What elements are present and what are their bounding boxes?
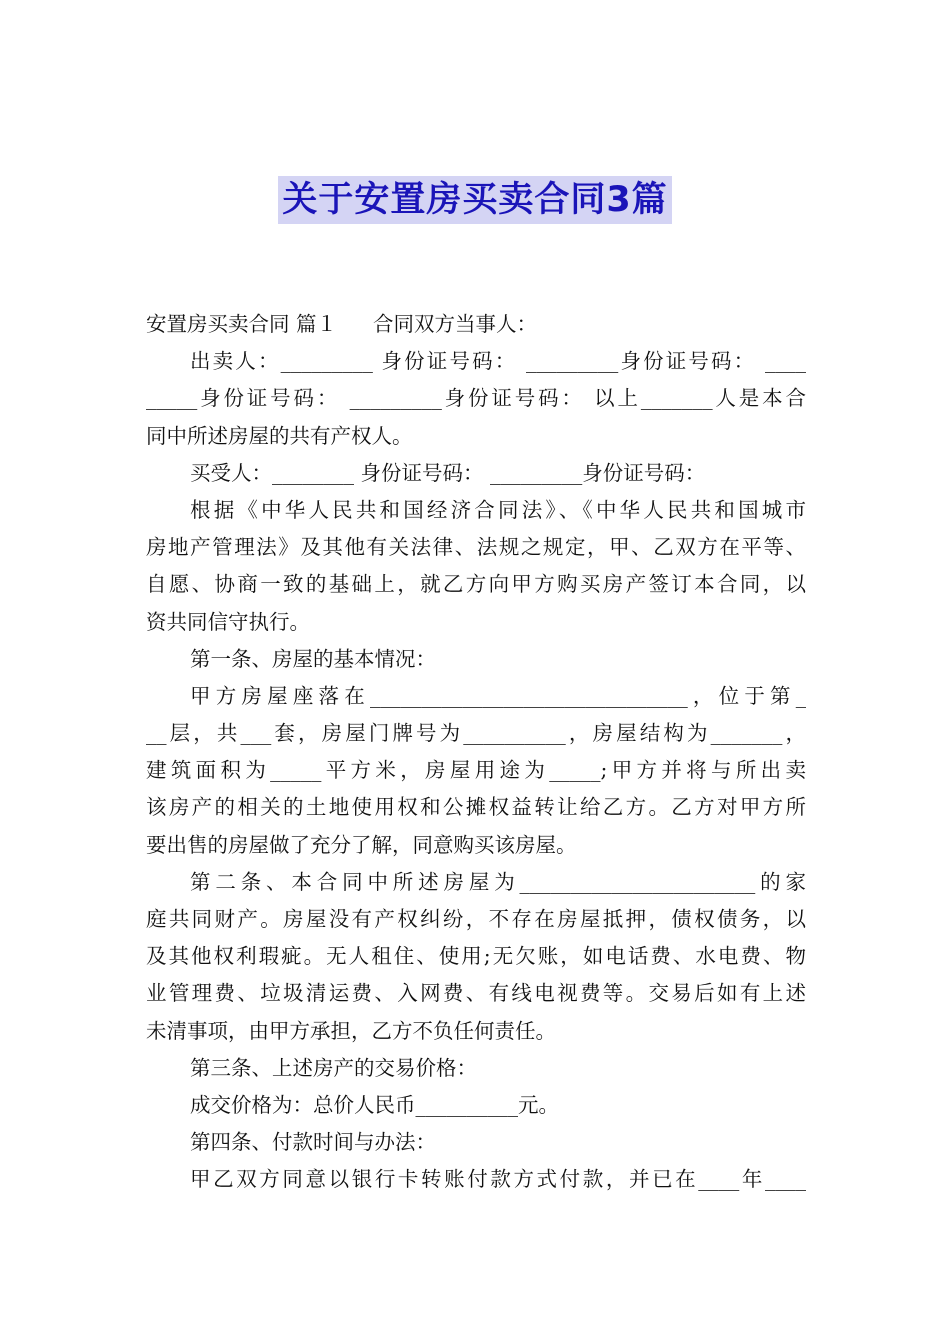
text-line [146, 752, 806, 789]
text-line [146, 492, 806, 529]
text-line [146, 418, 806, 455]
text-line [146, 1050, 806, 1087]
line-text: 资共同信守执行。 [146, 609, 310, 634]
text-line [146, 306, 806, 343]
text-line [146, 901, 806, 938]
line-text: 第一条、房屋的基本情况： [190, 646, 436, 671]
line-text: 甲方房屋座落在_______________________________，位于第_ [190, 683, 806, 708]
line-text: 成交价格为：总价人民币__________元。 [190, 1092, 559, 1117]
line-text: 庭共同财产。房屋没有产权纠纷，不存在房屋抵押，债权债务，以 [146, 907, 806, 931]
text-line [146, 529, 806, 566]
text-line [146, 380, 806, 417]
text-line [146, 455, 806, 492]
line-text: 房地产管理法》及其他有关法律、法规之规定，甲、乙双方在平等、 [146, 535, 806, 560]
text-line [146, 566, 806, 603]
text-line [146, 864, 806, 901]
text-line [146, 604, 806, 641]
line-text: 自愿、协商一致的基础上，就乙方向甲方购买房产签订本合同，以 [146, 572, 806, 597]
line-text: 根据《中华人民共和国经济合同法》、《中华人民共和国城市 [190, 497, 806, 522]
document-body [146, 306, 806, 1199]
line-text: 第二条、本合同中所述房屋为_______________________的家 [190, 869, 806, 894]
line-text: 要出售的房屋做了充分了解，同意购买该房屋。 [146, 832, 577, 857]
title-container [0, 176, 950, 224]
line-text: 同中所述房屋的共有产权人。 [146, 423, 413, 448]
text-line [146, 641, 806, 678]
line-text: 第三条、上述房产的交易价格： [190, 1055, 477, 1080]
line-text: 出卖人：_________ 身份证号码： _________身份证号码： ____ [190, 349, 806, 374]
text-line [146, 975, 806, 1012]
line-text: 第四条、付款时间与办法： [190, 1130, 436, 1155]
line-text: 甲乙双方同意以银行卡转账付款方式付款，并已在____年____ [190, 1167, 806, 1192]
line-extra-text: 合同双方当事人： [373, 312, 538, 336]
text-line [146, 789, 806, 826]
line-text: 该房产的相关的土地使用权和公摊权益转让给乙方。乙方对甲方所 [146, 795, 806, 820]
line-text: 未清事项，由甲方承担，乙方不负任何责任。 [146, 1018, 556, 1043]
document-title: 关于安置房买卖合同3篇 [278, 176, 671, 224]
text-line [146, 1124, 806, 1161]
line-text: 建筑面积为_____平方米，房屋用途为_____;甲方并将与所出卖 [146, 758, 806, 783]
line-text: __层，共___套，房屋门牌号为__________，房屋结构为_______， [146, 721, 806, 746]
text-line [146, 343, 806, 380]
text-line [146, 715, 806, 752]
text-line [146, 1087, 806, 1124]
line-text: 及其他权利瑕疵。无人租住、使用;无欠账，如电话费、水电费、物 [146, 944, 806, 969]
text-line [146, 938, 806, 975]
line-text: 业管理费、垃圾清运费、入网费、有线电视费等。交易后如有上述 [146, 981, 806, 1006]
text-line [146, 1013, 806, 1050]
line-text: 安置房买卖合同 篇１ [146, 312, 338, 336]
text-line [146, 827, 806, 864]
text-line [146, 678, 806, 715]
line-text: 买受人：________ 身份证号码： _________身份证号码： [190, 460, 706, 485]
text-line [146, 1161, 806, 1198]
line-text: _____身份证号码： _________身份证号码： 以上_______人是本合 [146, 386, 806, 411]
